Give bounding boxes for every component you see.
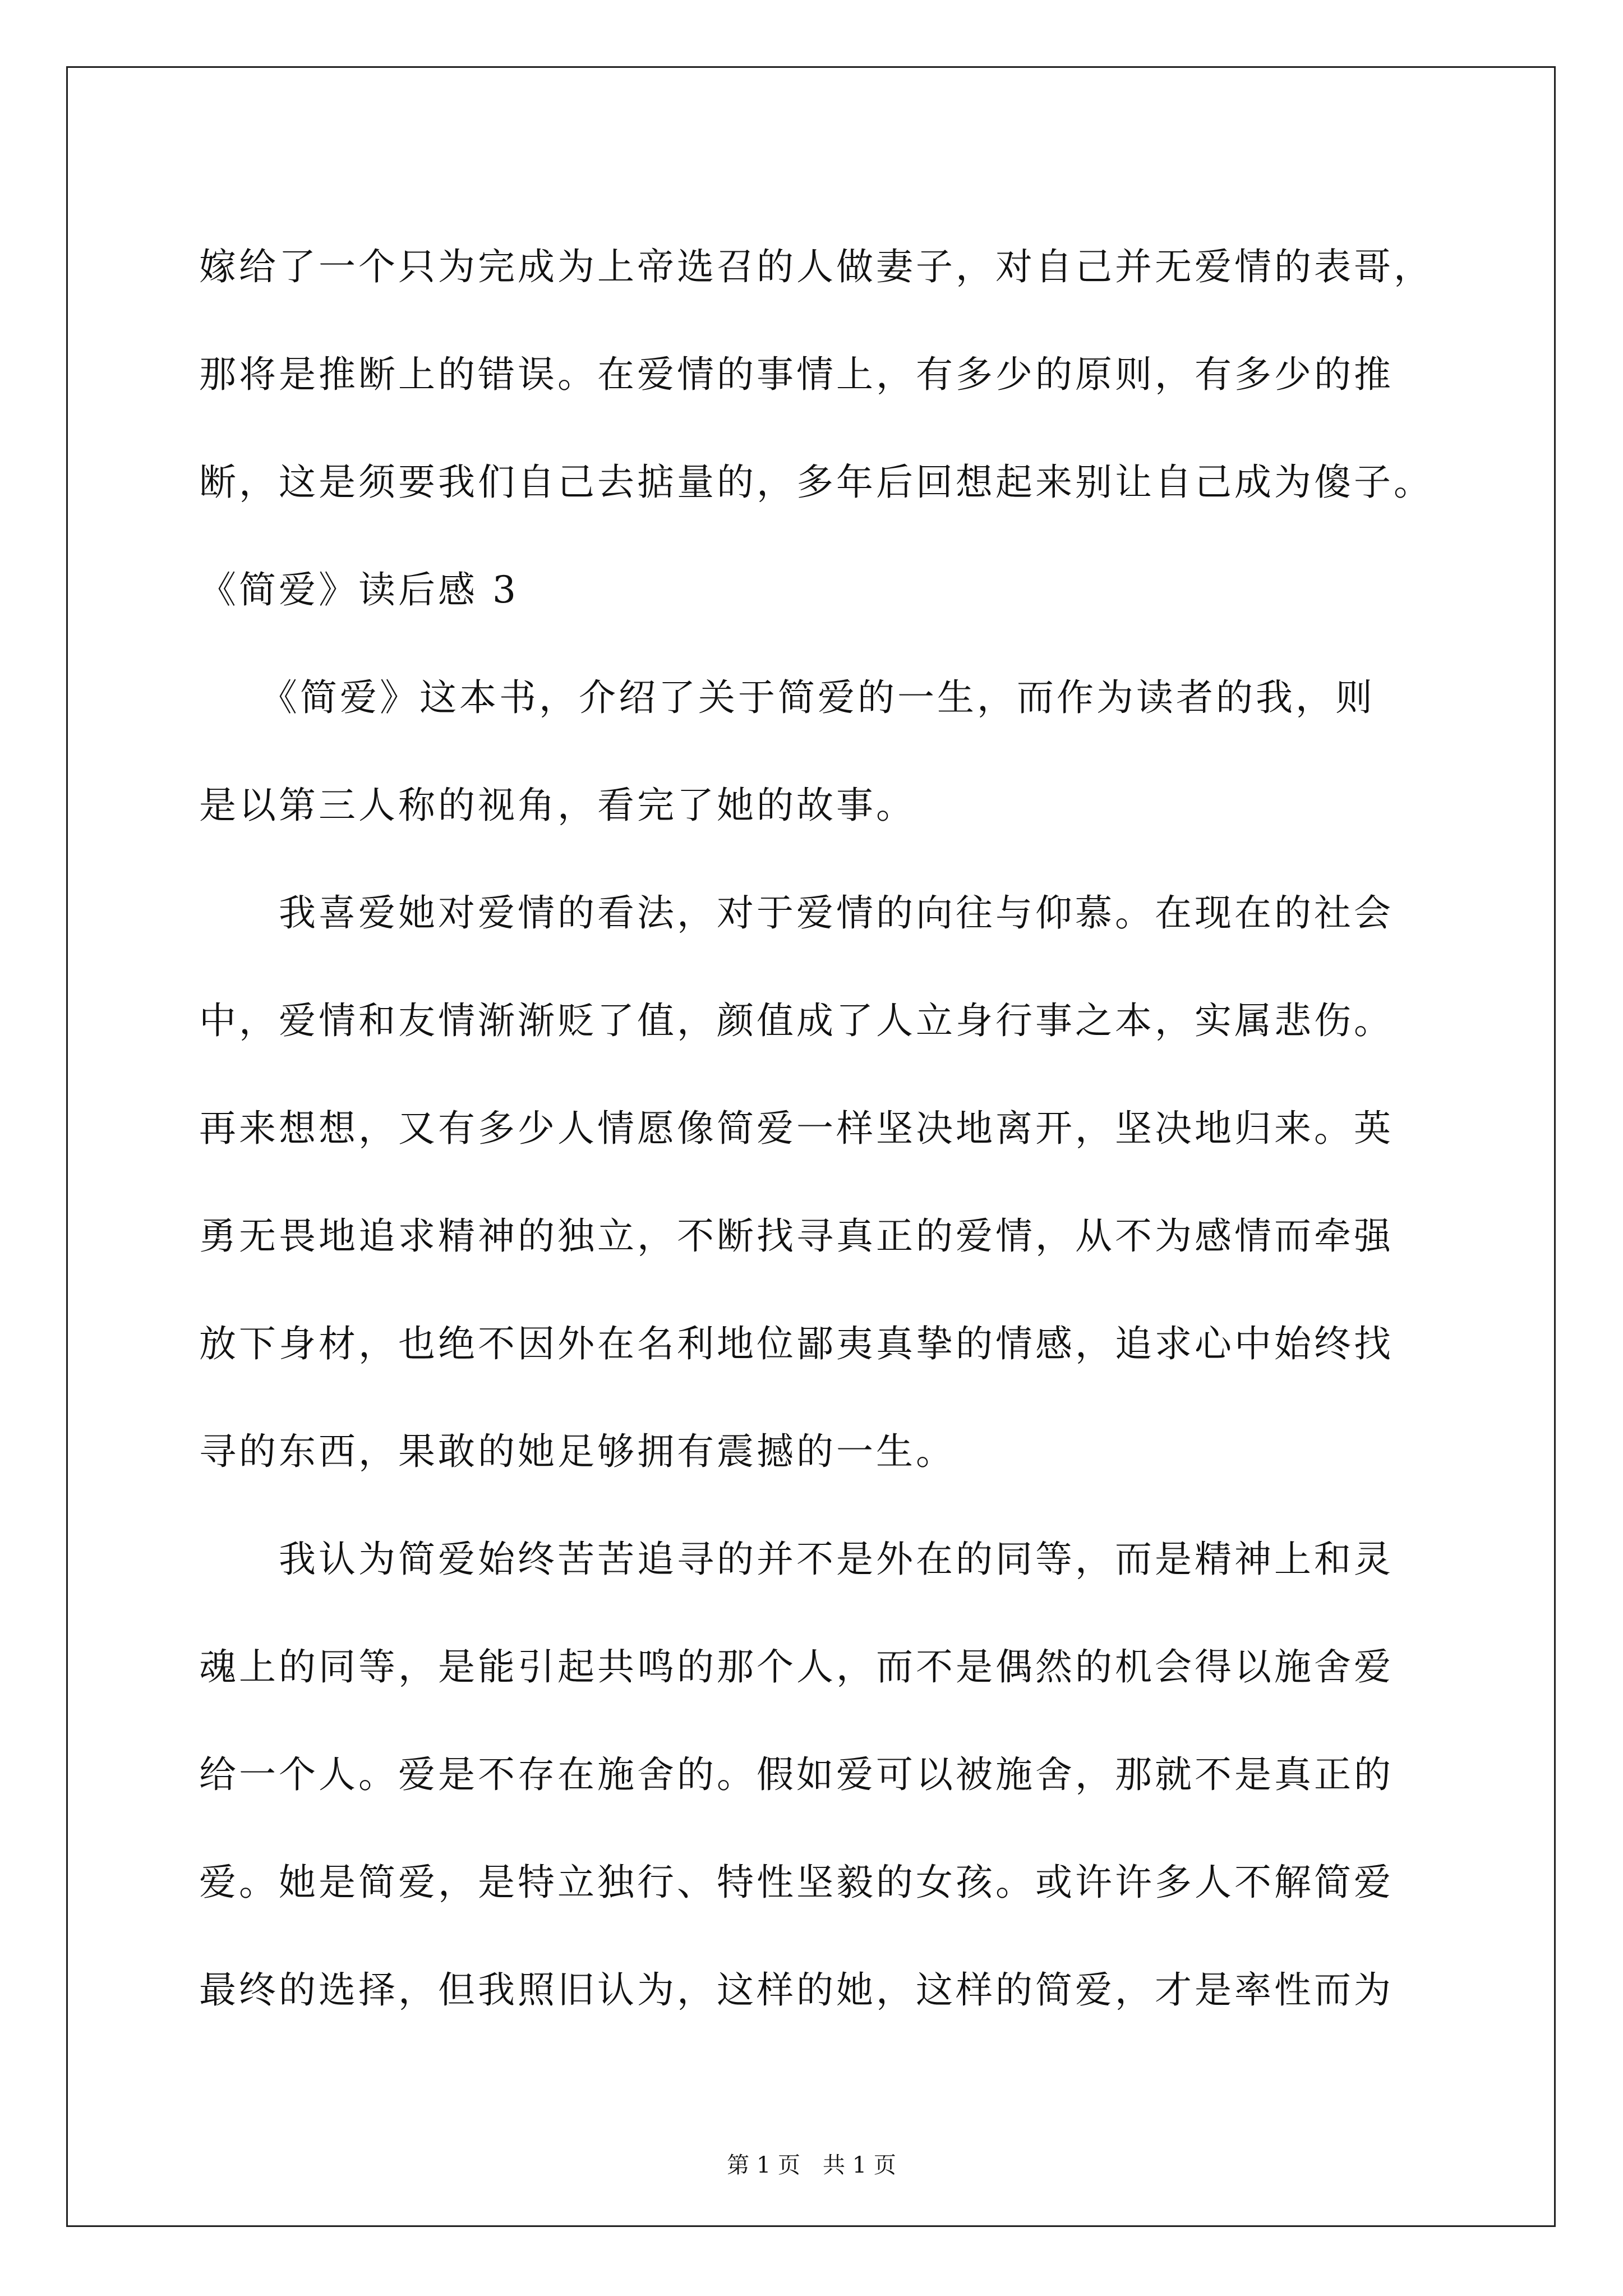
text-line: 《简爱》这本书，介绍了关于简爱的一生，而作为读者的我，则 (199, 676, 1375, 719)
text-line: 放下身材，也绝不因外在名利地位鄙夷真挚的情感，追求心中始终找 (199, 1322, 1394, 1365)
text-line: 我认为简爱始终苦苦追寻的并不是外在的同等，而是精神上和灵 (199, 1538, 1394, 1581)
text-line: 寻的东西，果敢的她足够拥有震撼的一生。 (199, 1430, 956, 1473)
text-line: 断，这是须要我们自己去掂量的，多年后回想起来别让自己成为傻子。 (199, 461, 1433, 504)
text-line: 魂上的同等，是能引起共鸣的那个人，而不是偶然的机会得以施舍爱 (199, 1645, 1394, 1688)
section-heading: 《简爱》读后感 3 (199, 568, 519, 611)
text-line: 那将是推断上的错误。在爱情的事情上，有多少的原则，有多少的推 (199, 353, 1394, 396)
page-footer: 第 1 页 共 1 页 (727, 2152, 896, 2178)
text-line: 给一个人。爱是不存在施舍的。假如爱可以被施舍，那就不是真正的 (199, 1753, 1394, 1796)
text-line: 嫁给了一个只为完成为上帝选召的人做妻子，对自己并无爱情的表哥， (199, 245, 1433, 288)
text-line: 是以第三人称的视角，看完了她的故事。 (199, 784, 916, 827)
text-line: 最终的选择，但我照旧认为，这样的她，这样的简爱，才是率性而为 (199, 1968, 1394, 2012)
text-line: 勇无畏地追求精神的独立，不断找寻真正的爱情，从不为感情而牵强 (199, 1214, 1394, 1258)
document-body (199, 213, 1433, 2044)
text-line: 爱。她是简爱，是特立独行、特性坚毅的女孩。或许许多人不解简爱 (199, 1861, 1394, 1904)
text-line: 再来想想，又有多少人情愿像简爱一样坚决地离开，坚决地归来。英 (199, 1107, 1394, 1150)
text-line: 我喜爱她对爱情的看法，对于爱情的向往与仰慕。在现在的社会 (199, 891, 1394, 935)
text-line: 中，爱情和友情渐渐贬了值，颜值成了人立身行事之本，实属悲伤。 (199, 999, 1394, 1042)
